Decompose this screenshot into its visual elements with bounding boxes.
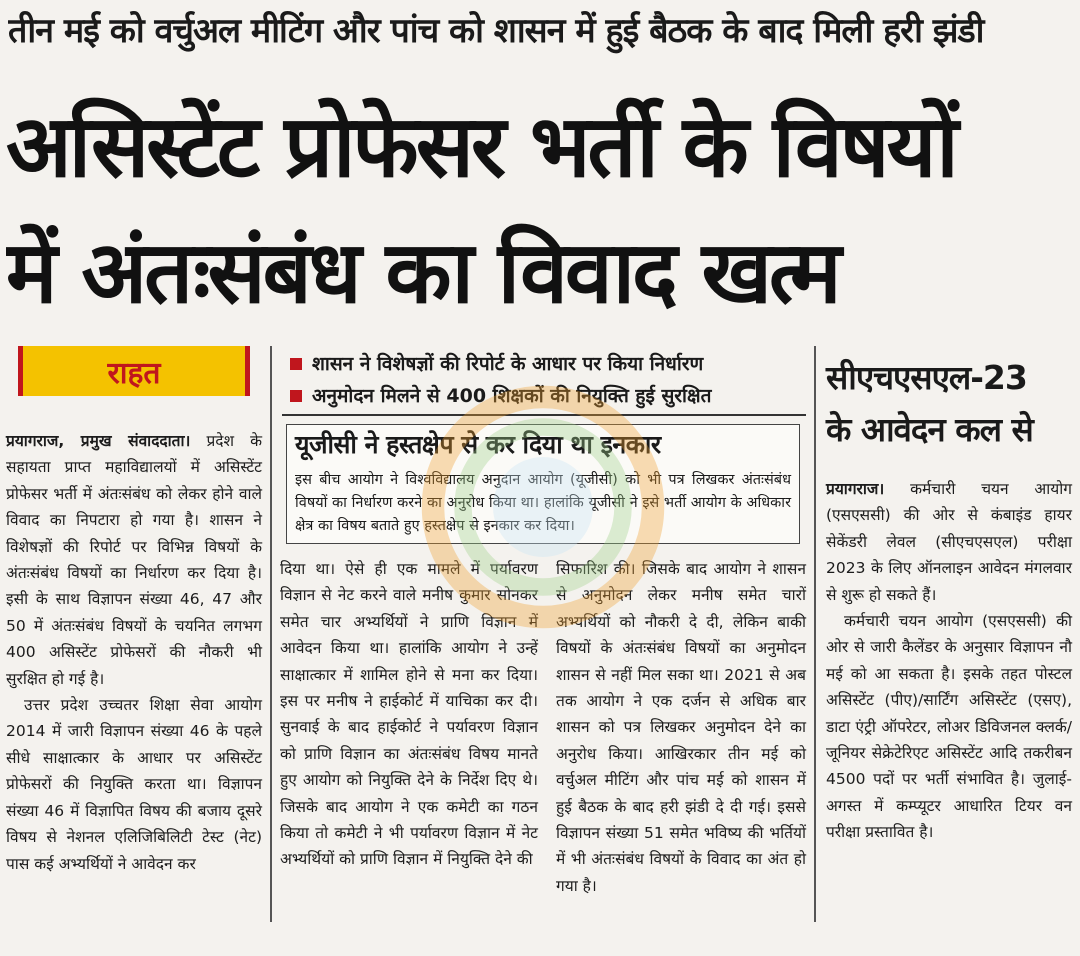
highlight-text: शासन ने विशेषज्ञों की रिपोर्ट के आधार पर किया निर्धारण [312, 353, 704, 375]
paragraph-text: कर्मचारी चयन आयोग (एसएससी) की ओर से कंबाइंड हायर सेकेंडरी लेवल (सीएचएसएल) परीक्षा 2023 के लिए ऑनलाइन आवेदन मंगलवार से शुरू हो सकते हैं। [826, 480, 1072, 604]
sidebar-article [826, 476, 1072, 846]
dateline: प्रयागराज। [826, 480, 885, 498]
bullet-square-icon [290, 358, 302, 370]
article-column-2 [280, 556, 538, 873]
column-divider [814, 346, 816, 922]
highlights-divider [282, 414, 806, 416]
dateline: प्रयागराज, प्रमुख संवाददाता। [6, 432, 191, 450]
sidebar-headline [826, 352, 1076, 456]
article-paragraph [826, 476, 1072, 608]
headline-line-1: असिस्टेंट प्रोफेसर भर्ती के विषयों [6, 97, 956, 197]
article-paragraph [6, 428, 262, 692]
sidebar-headline-line-2: के आवेदन कल से [826, 410, 1033, 449]
article-paragraph: कर्मचारी चयन आयोग (एसएससी) की ओर से जारी कैलेंडर के अनुसार विज्ञापन नौ मई को आ सकता है। इसके तहत पोस्टल असिस्टेंट (पीए)/सार्टिंग असिस्टेंट (एसए), डाटा एंट्री ऑपरेटर, लोअर डिविजनल क्लर्क/जूनियर सेक्रेटेरिएट असिस्टेंट आदि तकरीबन 4500 पदों पर भर्ती संभावित है। जुलाई-अगस्त में कम्प्यूटर आधारित टियर वन परीक्षा प्रस्तावित है। [826, 612, 1072, 842]
highlights-list [290, 348, 810, 412]
headline-line-2: में अंतःसंबंध का विवाद खत्म [6, 223, 839, 323]
main-headline [6, 84, 1074, 336]
kicker-headline: तीन मई को वर्चुअल मीटिंग और पांच को शासन में हुई बैठक के बाद मिली हरी झंडी [8, 11, 984, 51]
ugc-boxout-body: इस बीच आयोग ने विश्वविद्यालय अनुदान आयोग (यूजीसी) को भी पत्र लिखकर अंतःसंबंध विषयों का निर्धारण करने का अनुरोध किया था। हालांकि यूजीसी ने इसे भर्ती आयोग के अधिकार क्षेत्र का विषय बताते हुए हस्तक्षेप से इनकार कर दिया। [295, 472, 791, 534]
column-divider [270, 346, 272, 922]
paragraph-text: प्रदेश के सहायता प्राप्त महाविद्यालयों में असिस्टेंट प्रोफेसर भर्ती में अंतःसंबंध को लेकर होने वाले विवाद का निपटारा हो गया है। शासन ने विशेषज्ञों की रिपोर्ट पर विभिन्न विषयों के अंतःसंबंध विषयों का निर्धारण कर दिया है। इसी के साथ विज्ञापन संख्या 46, 47 और 50 में अंतःसंबंध विषयों के चयनित लगभग 400 असिस्टेंट प्रोफेसरों की नौकरी भी सुरक्षित हो गई है। [6, 432, 262, 688]
highlight-item [290, 348, 810, 380]
ugc-boxout-title: यूजीसी ने हस्तक्षेप से कर दिया था इनकार [295, 430, 661, 459]
article-paragraph: सिफारिश की। जिसके बाद आयोग ने शासन से अनुमोदन लेकर मनीष समेत चारों अभ्यर्थियों को नौकरी दे दी, लेकिन बाकी विषयों के अंतःसंबंध विषयों का अनुमोदन शासन से नहीं मिल सका था। 2021 से अब तक आयोग ने एक दर्जन से अधिक बार शासन को पत्र लिखकर अनुमोदन देने का अनुरोध किया। आखिरकार तीन मई को वर्चुअल मीटिंग और पांच मई को शासन में हुई बैठक के बाद हरी झंडी दे दी गई। इससे विज्ञापन संख्या 51 समेत भविष्य की भर्तियों में भी अंतःसंबंध विषयों के विवाद का अंत हो गया है। [556, 560, 806, 895]
article-column-1 [6, 428, 262, 877]
article-column-3 [556, 556, 806, 899]
sidebar-headline-line-1: सीएचएसएल-23 [826, 358, 1027, 397]
article-paragraph: दिया था। ऐसे ही एक मामले में पर्यावरण विज्ञान से नेट करने वाले मनीष कुमार सोनकर समेत चार अभ्यर्थियों ने प्राणि विज्ञान में आवेदन किया था। हालांकि आयोग ने उन्हें साक्षात्कार में शामिल होने से मना कर दिया। इस पर मनीष ने हाईकोर्ट में याचिका कर दी। सुनवाई के बाद हाईकोर्ट ने पर्यावरण विज्ञान को प्राणि विज्ञान का अंतःसंबंध विषय मानते हुए आयोग को नियुक्ति देने के निर्देश दिए थे। जिसके बाद आयोग ने एक कमेटी का गठन किया तो कमेटी ने भी पर्यावरण विज्ञान में नेट अभ्यर्थियों को प्राणि विज्ञान में नियुक्ति देने की [280, 560, 538, 869]
relief-badge: राहत [18, 346, 250, 396]
ugc-boxout [286, 424, 800, 544]
bullet-square-icon [290, 390, 302, 402]
article-paragraph: उत्तर प्रदेश उच्चतर शिक्षा सेवा आयोग 2014 में जारी विज्ञापन संख्या 46 के पहले सीधे साक्षात्कार के आधार पर असिस्टेंट प्रोफेसरों की नियुक्ति करता था। विज्ञापन संख्या 46 में विज्ञापित विषय की बजाय दूसरे विषय से नेशनल एलिजिबिलिटी टेस्ट (नेट) पास कई अभ्यर्थियों ने आवेदन कर [6, 696, 262, 873]
highlight-text: अनुमोदन मिलने से 400 शिक्षकों की नियुक्ति हुई सुरक्षित [312, 385, 712, 407]
highlight-item [290, 380, 810, 412]
